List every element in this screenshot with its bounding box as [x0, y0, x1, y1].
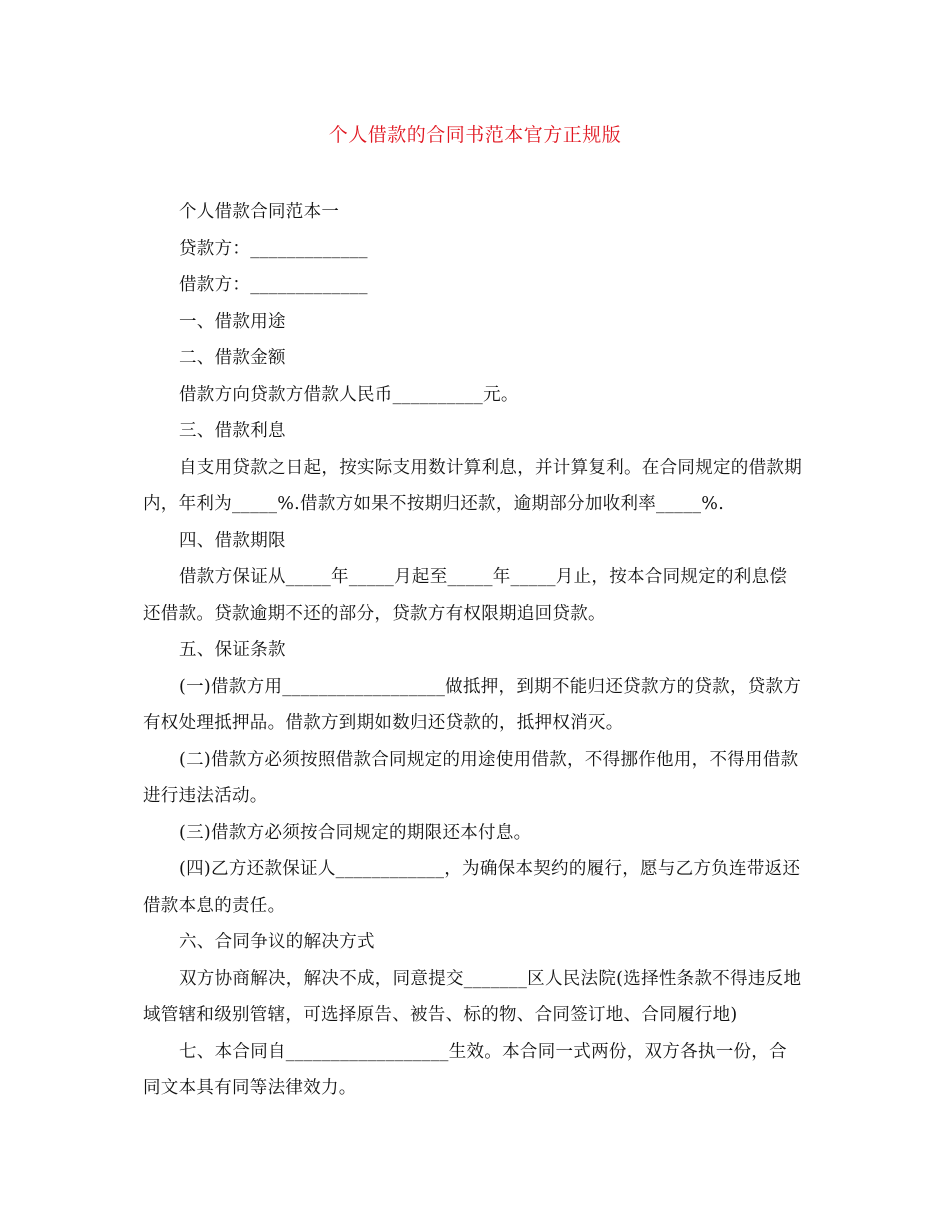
- clause-heading: 五、保证条款: [179, 640, 286, 660]
- section-heading: 个人借款合同范本一: [179, 202, 340, 222]
- clause-paragraph: (二)借款方必须按照借款合同规定的用途使用借款，不得挪作他用，不得用借款进行违法活动。: [143, 749, 799, 806]
- clause-paragraph: 自支用贷款之日起，按实际支用数计算利息，并计算复利。在合同规定的借款期内，年利为_____%.借款方如果不按期归还款，逾期部分加收利率_____%.: [143, 457, 802, 514]
- lender-field: 贷款方：_____________: [179, 238, 368, 259]
- clause-paragraph: (四)乙方还款保证人____________，为确保本契约的履行，愿与乙方负连带返还借款本息的责任。: [143, 859, 801, 916]
- borrower-field: 借款方：_____________: [179, 275, 368, 295]
- clause-heading: 二、借款金额: [179, 348, 286, 368]
- clause-heading: 六、合同争议的解决方式: [179, 932, 375, 952]
- clause-heading: 四、借款期限: [179, 530, 286, 551]
- clause-paragraph: 借款方向贷款方借款人民币__________元。: [179, 384, 519, 405]
- clause-paragraph: (一)借款方用__________________做抵押，到期不能归还贷款方的贷款，贷款方有权处理抵押品。借款方到期如数归还贷款的，抵押权消灭。: [143, 676, 802, 733]
- clause-paragraph: 七、本合同自__________________生效。本合同一式两份，双方各执一份，合同文本具有同等法律效力。: [143, 1041, 787, 1098]
- clause-heading: 三、借款利息: [179, 421, 286, 441]
- clause-heading: 一、借款用途: [179, 311, 286, 332]
- document-body: [143, 194, 803, 1107]
- document-title: 个人借款的合同书范本官方正规版: [328, 124, 622, 146]
- clause-paragraph: (三)借款方必须按合同规定的期限还本付息。: [179, 822, 532, 843]
- clause-paragraph: 双方协商解决，解决不成，同意提交_______区人民法院(选择性条款不得违反地域管辖和级别管辖，可选择原告、被告、标的物、合同签订地、合同履行地): [143, 968, 802, 1025]
- clause-paragraph: 借款方保证从_____年_____月起至_____年_____月止，按本合同规定的利息偿还借款。贷款逾期不还的部分，贷款方有权限期追回贷款。: [143, 567, 788, 624]
